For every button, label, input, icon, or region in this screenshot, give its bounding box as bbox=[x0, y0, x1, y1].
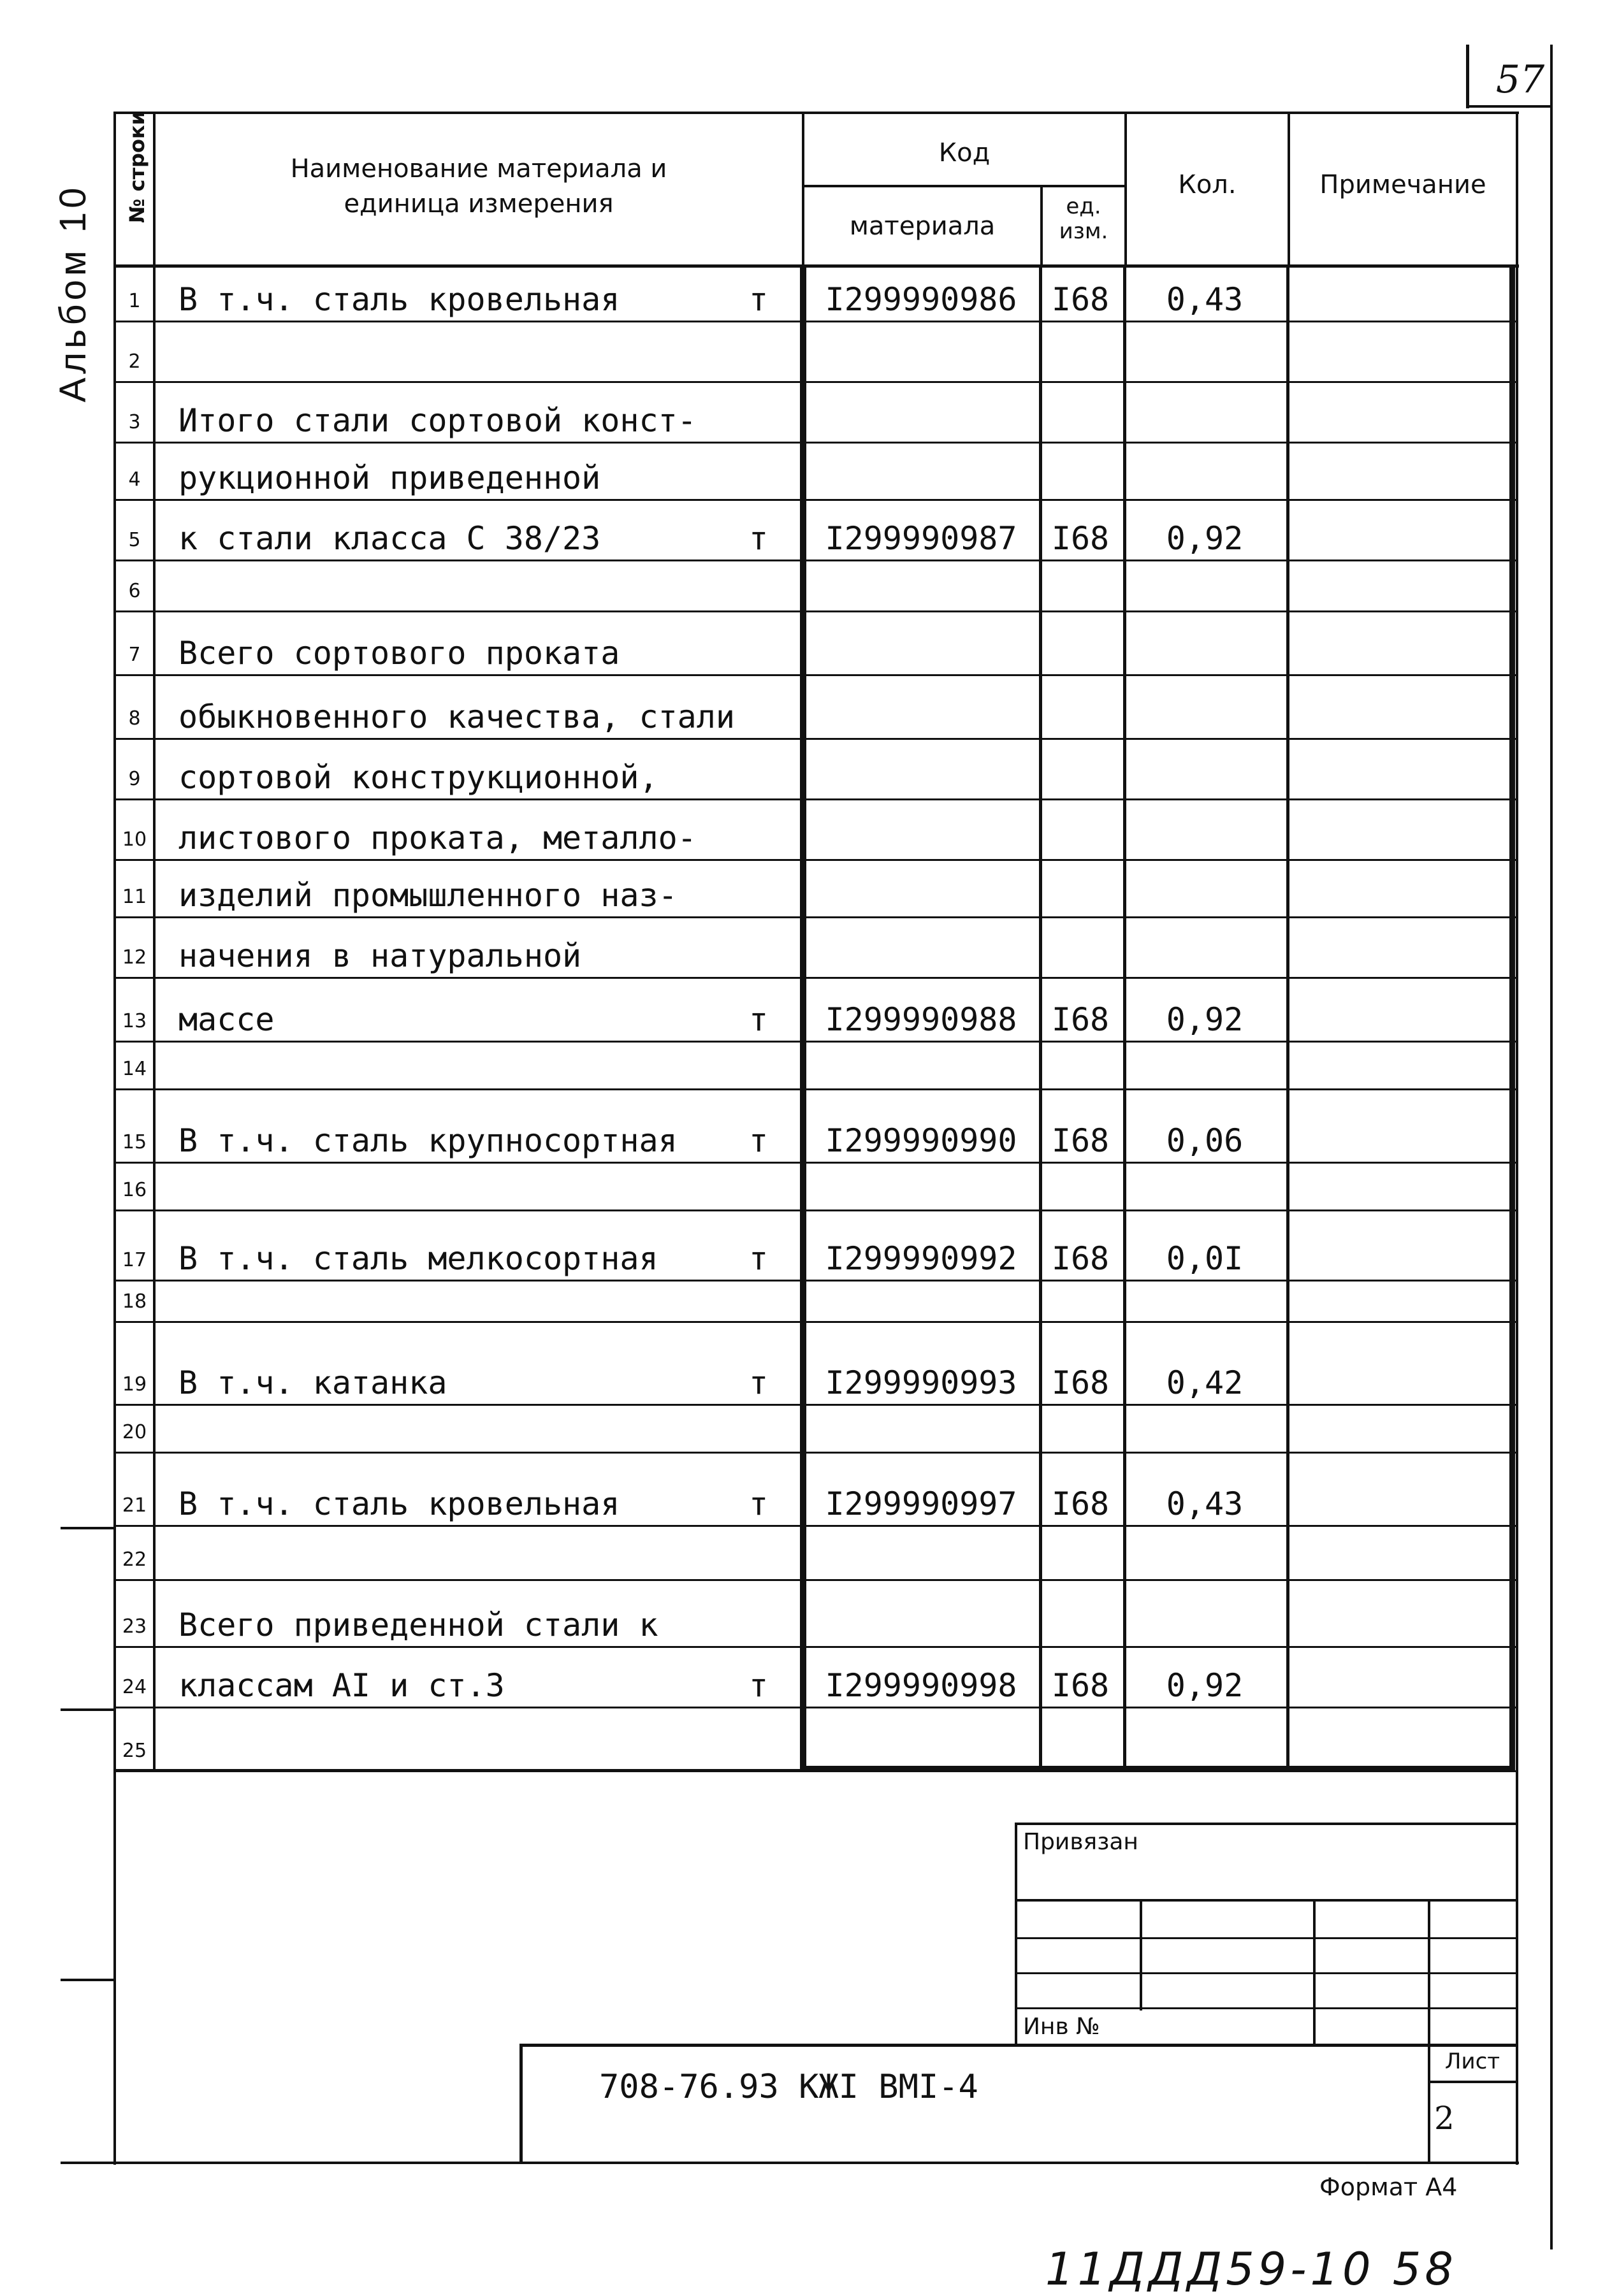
stamp-grid-v-3 bbox=[1428, 1899, 1430, 2046]
quantity: 0,92 bbox=[1166, 1001, 1244, 1038]
material-name: В т.ч. сталь кровельная bbox=[178, 281, 620, 318]
margin-mark-1 bbox=[61, 1527, 115, 1529]
measure-unit: т bbox=[748, 1667, 769, 1704]
header-unit-line2: изм. bbox=[1059, 219, 1108, 244]
quantity: 0,92 bbox=[1166, 520, 1244, 557]
row-separator bbox=[113, 1088, 1516, 1090]
row-number: 11 bbox=[122, 886, 147, 908]
row-separator bbox=[113, 381, 1516, 383]
row-separator bbox=[113, 1707, 1516, 1708]
measure-unit: т bbox=[748, 1364, 769, 1401]
material-name: В т.ч. сталь мелкосортная bbox=[178, 1240, 658, 1277]
quantity: 0,92 bbox=[1166, 1667, 1244, 1704]
unit-code: I68 bbox=[1051, 1364, 1110, 1401]
stamp-grid-v-1 bbox=[1140, 1899, 1142, 2011]
stamp-sheet-split bbox=[1428, 2081, 1516, 2083]
material-code: I299990998 bbox=[825, 1667, 1017, 1704]
measure-unit: т bbox=[748, 1001, 769, 1038]
stamp-main-top bbox=[519, 2044, 1516, 2047]
row-separator bbox=[113, 916, 1516, 918]
header-quantity: Кол. bbox=[1178, 170, 1237, 199]
header-name-line2: единица измерения bbox=[344, 189, 614, 219]
unit-code: I68 bbox=[1051, 1122, 1110, 1159]
row-number: 22 bbox=[122, 1549, 147, 1571]
row-number: 3 bbox=[128, 411, 141, 433]
row-separator bbox=[113, 1646, 1516, 1648]
header-row-number: № строки bbox=[125, 110, 149, 224]
row-separator bbox=[113, 1209, 1516, 1211]
row-number: 9 bbox=[128, 768, 141, 790]
stamp-attached-left bbox=[1015, 1823, 1017, 2046]
quantity: 0,42 bbox=[1166, 1364, 1244, 1401]
row-number: 8 bbox=[128, 707, 141, 730]
unit-code: I68 bbox=[1051, 1485, 1110, 1522]
material-name: В т.ч. сталь крупносортная bbox=[178, 1122, 678, 1159]
header-code: Код bbox=[938, 138, 991, 168]
row-separator bbox=[113, 674, 1516, 676]
material-name: рукционной приведенной bbox=[178, 459, 601, 496]
stamp-grid-line-2 bbox=[1015, 1937, 1516, 1939]
quantity: 0,43 bbox=[1166, 281, 1244, 318]
row-separator bbox=[113, 1525, 1516, 1527]
row-separator bbox=[113, 1452, 1516, 1454]
stamp-attached-top bbox=[1015, 1823, 1516, 1825]
material-code: I299990987 bbox=[825, 520, 1017, 557]
material-code: I299990992 bbox=[825, 1240, 1017, 1277]
material-name: изделий промышленного наз- bbox=[178, 877, 678, 914]
row-separator bbox=[113, 499, 1516, 501]
material-name: начения в натуральной bbox=[178, 937, 582, 974]
material-name: Итого стали сортовой конст- bbox=[178, 402, 697, 439]
stamp-main-left bbox=[519, 2044, 523, 2163]
row-number: 10 bbox=[122, 828, 147, 851]
measure-unit: т bbox=[748, 281, 769, 318]
material-name: к стали класса С 38/23 bbox=[178, 520, 601, 557]
row-separator bbox=[113, 1162, 1516, 1164]
margin-mark-3 bbox=[61, 1979, 115, 1981]
row-separator bbox=[113, 610, 1516, 612]
frame-top bbox=[113, 112, 1519, 114]
quantity: 0,43 bbox=[1166, 1485, 1244, 1522]
page-number-box-left bbox=[1466, 45, 1469, 108]
format-label: Формат А4 bbox=[1319, 2173, 1458, 2201]
material-name: В т.ч. катанка bbox=[178, 1364, 447, 1401]
stamp-grid-line-3 bbox=[1015, 1972, 1516, 1974]
row-number: 16 bbox=[122, 1179, 147, 1201]
header-note: Примечание bbox=[1319, 170, 1486, 199]
unit-code: I68 bbox=[1051, 1667, 1110, 1704]
row-number: 23 bbox=[122, 1615, 147, 1638]
unit-code: I68 bbox=[1051, 1001, 1110, 1038]
row-separator bbox=[113, 1280, 1516, 1282]
measure-unit: т bbox=[748, 1122, 769, 1159]
row-separator bbox=[113, 321, 1516, 322]
row-number: 15 bbox=[122, 1131, 147, 1153]
row-separator bbox=[113, 1579, 1516, 1581]
margin-mark-2 bbox=[61, 1708, 115, 1711]
row-number: 18 bbox=[122, 1290, 147, 1313]
header-code-split bbox=[802, 185, 1126, 187]
row-separator bbox=[113, 1404, 1516, 1406]
material-name: Всего сортового проката bbox=[178, 635, 620, 672]
header-name-line1: Наименование материала и bbox=[290, 154, 667, 184]
stamp-sheet-left bbox=[1428, 2044, 1430, 2163]
material-code: I299990990 bbox=[825, 1122, 1017, 1159]
unit-code: I68 bbox=[1051, 520, 1110, 557]
stamp-grid-line-1 bbox=[1015, 1899, 1516, 1902]
row-separator bbox=[113, 1041, 1516, 1043]
row-separator bbox=[113, 1321, 1516, 1323]
row-separator bbox=[113, 1770, 1516, 1772]
row-number: 1 bbox=[128, 290, 141, 312]
stamp-inv-number-label: Инв № bbox=[1023, 2014, 1100, 2040]
header-bottom bbox=[113, 264, 1519, 268]
frame-right bbox=[1516, 112, 1518, 2165]
row-number: 19 bbox=[122, 1373, 147, 1396]
row-number: 24 bbox=[122, 1676, 147, 1698]
sheet-number: 2 bbox=[1434, 2100, 1455, 2137]
row-number: 20 bbox=[122, 1421, 147, 1443]
material-name: классам АI и ст.3 bbox=[178, 1667, 505, 1704]
row-number: 25 bbox=[122, 1740, 147, 1762]
unit-code: I68 bbox=[1051, 1240, 1110, 1277]
stamp-grid-v-2 bbox=[1313, 1899, 1316, 2046]
margin-mark-4 bbox=[61, 2162, 115, 2164]
album-label: Альбом 10 bbox=[52, 184, 94, 403]
row-number: 5 bbox=[128, 529, 141, 551]
material-code: I299990993 bbox=[825, 1364, 1017, 1401]
row-number: 13 bbox=[122, 1010, 147, 1032]
row-separator bbox=[113, 442, 1516, 444]
row-number: 14 bbox=[122, 1058, 147, 1080]
material-name: массе bbox=[178, 1001, 275, 1038]
row-separator bbox=[113, 977, 1516, 979]
sheet-label: Лист bbox=[1444, 2049, 1500, 2074]
right-margin-line bbox=[1550, 45, 1553, 2249]
measure-unit: т bbox=[748, 1240, 769, 1277]
material-name: сортовой конструкционной, bbox=[178, 759, 658, 796]
quantity: 0,0I bbox=[1166, 1240, 1244, 1277]
row-separator bbox=[113, 738, 1516, 740]
row-number: 12 bbox=[122, 946, 147, 969]
stamp-attached-label: Привязан bbox=[1023, 1829, 1138, 1855]
page-number: 57 bbox=[1495, 57, 1545, 102]
material-name: листового проката, металло- bbox=[178, 819, 697, 856]
header-unit-line1: ед. bbox=[1066, 194, 1101, 219]
page-number-box-bottom bbox=[1466, 105, 1552, 108]
unit-code: I68 bbox=[1051, 281, 1110, 318]
quantity: 0,06 bbox=[1166, 1122, 1244, 1159]
body-col-right-bold bbox=[1509, 264, 1515, 1772]
row-number: 4 bbox=[128, 468, 141, 491]
material-name: В т.ч. сталь кровельная bbox=[178, 1485, 620, 1522]
handwritten-inventory-number: 11ДДД59-10 58 bbox=[1045, 2243, 1457, 2295]
header-material: материала bbox=[849, 212, 996, 241]
row-separator bbox=[113, 798, 1516, 800]
measure-unit: т bbox=[748, 1485, 769, 1522]
row-number: 6 bbox=[128, 580, 141, 602]
row-number: 2 bbox=[128, 350, 141, 373]
stamp-grid-line-4 bbox=[1015, 2007, 1516, 2009]
document-code: 708-76.93 КЖI ВМI-4 bbox=[599, 2068, 978, 2106]
row-number: 21 bbox=[122, 1494, 147, 1517]
material-name: обыкновенного качества, стали bbox=[178, 698, 735, 735]
material-code: I299990988 bbox=[825, 1001, 1017, 1038]
material-code: I299990986 bbox=[825, 281, 1017, 318]
row-separator bbox=[113, 560, 1516, 561]
measure-unit: т bbox=[748, 520, 769, 557]
material-name: Всего приведенной стали к bbox=[178, 1606, 658, 1643]
material-code: I299990997 bbox=[825, 1485, 1017, 1522]
row-number: 17 bbox=[122, 1249, 147, 1271]
row-separator bbox=[113, 859, 1516, 861]
row-number: 7 bbox=[128, 644, 141, 666]
